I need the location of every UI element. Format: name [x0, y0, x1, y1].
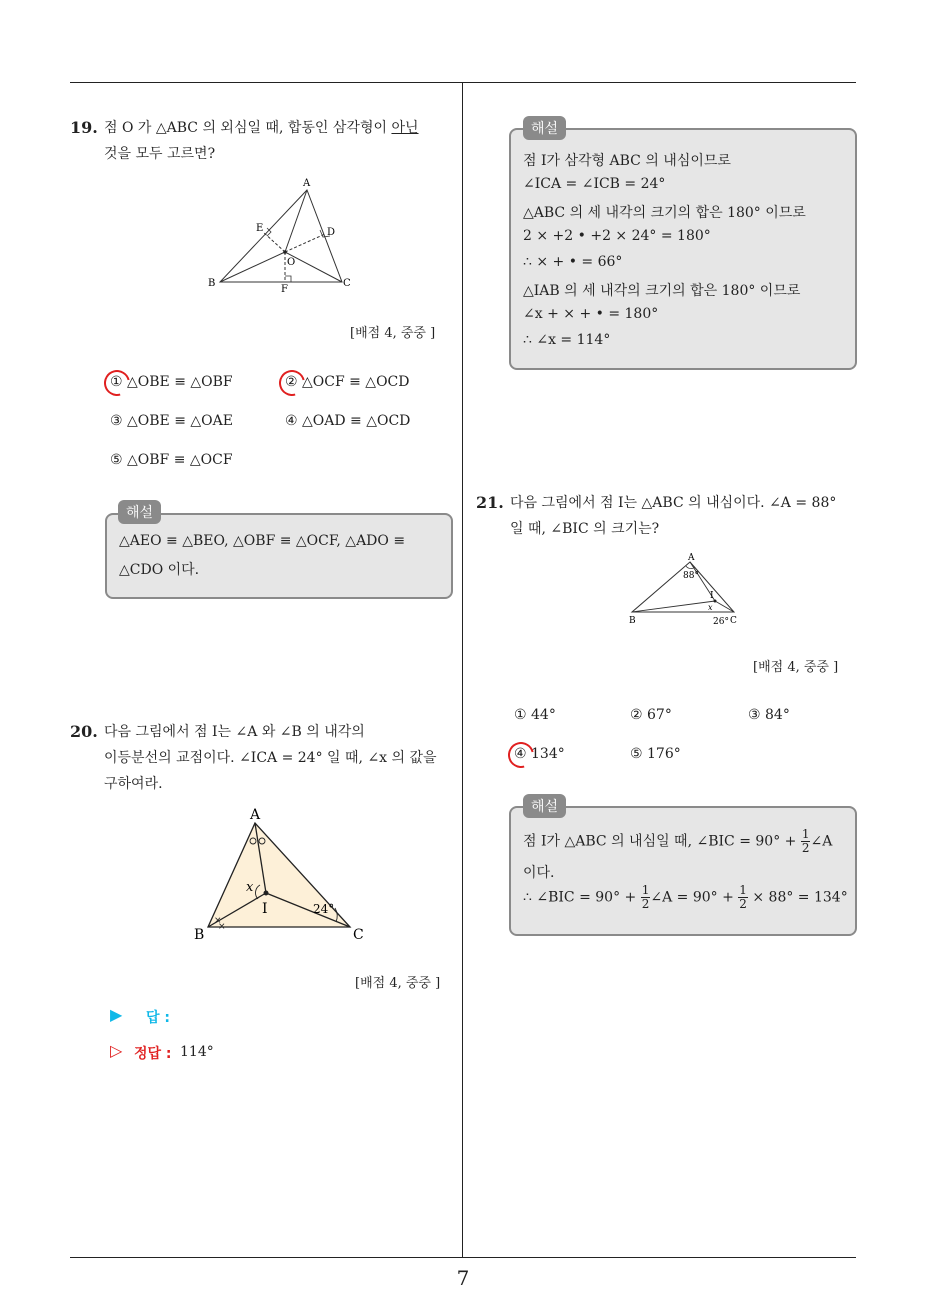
q20-stem-line2: 이등분선의 교점이다. ∠ICA = 24° 일 때, ∠x 의 값을 — [104, 750, 437, 766]
q19-label-b: B — [208, 278, 216, 289]
q21-number: 21. — [476, 493, 504, 512]
q21-choice-4-mark — [503, 737, 539, 773]
q21-solution-line2: 이다. — [523, 865, 555, 881]
q19-label-f: F — [281, 284, 288, 292]
q21-choice-1[interactable]: ① 44° — [514, 707, 556, 723]
q19-oe — [263, 232, 285, 252]
q19-number: 19. — [70, 118, 98, 137]
q19-stem-line2: 것을 모두 고르면? — [104, 146, 216, 162]
q19-label-e: E — [256, 223, 264, 234]
page-number: 7 — [456, 1266, 470, 1290]
q20-stem-line3: 구하여라. — [104, 776, 163, 792]
svg-text:×: × — [214, 916, 222, 926]
q20-answer-label: 답 : — [146, 1010, 170, 1026]
q19-choice-3[interactable]: ③ △OBE ≡ △OAE — [110, 413, 233, 429]
q19-score: [배점 4, 중중 ] — [350, 326, 436, 341]
q19-ob — [220, 252, 285, 282]
q21-stem-line2: 일 때, ∠BIC 의 크기는? — [510, 521, 660, 537]
q19-oa — [285, 190, 307, 252]
q21-label-i: I — [710, 591, 714, 601]
q19-choice-4[interactable]: ④ △OAD ≡ △OCD — [285, 413, 411, 429]
q21-label-b: B — [629, 616, 636, 626]
q19-choice-5[interactable]: ⑤ △OBF ≡ △OCF — [110, 452, 233, 468]
q20-solution-tag: 해설 — [523, 116, 566, 140]
q19-stem-line1: 점 O 가 △ABC 의 외심일 때, 합동인 삼각형이 아닌 — [104, 120, 419, 136]
q20-label-a: A — [250, 807, 261, 823]
q21-solution-line3: ∴ ∠BIC = 90° + $\frac{1}{2}$ ∠A = 90° + $\frac{1}{2}$ × 88° = 134° — [523, 883, 848, 911]
q19-figure — [200, 172, 360, 292]
q20-solution-line3: △ABC 의 세 내각의 크기의 합은 180° 이므로 — [523, 205, 806, 221]
q21-label-a: A — [688, 553, 695, 563]
q19-choice-2-mark — [274, 365, 310, 401]
q19-solution-box — [105, 513, 453, 599]
q20-score: [배점 4, 중중 ] — [355, 976, 441, 991]
q20-label-angle: 24° — [313, 902, 335, 916]
q21-figure — [620, 548, 750, 630]
q20-label-x: x — [246, 880, 254, 895]
correct-arrow-icon: ▷ — [110, 1041, 123, 1060]
q19-choice-1[interactable]: ① △OBE ≡ △OBF — [110, 374, 233, 390]
q20-correct-label: 정답 : — [134, 1046, 172, 1062]
q19-label-o: O — [287, 257, 296, 268]
q19-choice-2[interactable]: ② △OCF ≡ △OCD — [285, 374, 410, 390]
q20-figure — [190, 805, 380, 945]
q20-solution-box — [509, 128, 857, 370]
q19-od — [285, 234, 325, 252]
q19-label-a: A — [303, 178, 311, 189]
q21-choice-2[interactable]: ② 67° — [630, 707, 672, 723]
q20-solution-line8: ∴ ∠x = 114° — [523, 332, 611, 348]
q21-choice-3[interactable]: ③ 84° — [748, 707, 790, 723]
answer-arrow-icon: ▶ — [110, 1005, 123, 1024]
q19-choice-1-mark — [99, 365, 135, 401]
q20-solution-line6: △IAB 의 세 내각의 크기의 합은 180° 이므로 — [523, 283, 801, 299]
q21-label-angle-c: 26° — [713, 617, 729, 627]
q19-label-d: D — [327, 227, 336, 238]
top-rule — [70, 82, 856, 83]
q21-label-angle-a: 88° — [683, 571, 699, 581]
q20-stem-line1: 다음 그림에서 점 I는 ∠A 와 ∠B 의 내각의 — [104, 724, 365, 740]
q21-score: [배점 4, 중중 ] — [753, 660, 839, 675]
q21-solution-box — [509, 806, 857, 936]
q21-label-c: C — [730, 616, 737, 626]
q20-correct-value: 114° — [180, 1044, 214, 1060]
q19-label-c: C — [343, 278, 351, 289]
q21-stem-line1: 다음 그림에서 점 I는 △ABC 의 내심이다. ∠A = 88° — [510, 495, 837, 511]
half-fraction: $\frac{1}{2}$ — [801, 827, 810, 855]
q20-label-b: B — [194, 927, 205, 943]
q21-label-x: x — [708, 603, 713, 612]
q20-solution-line2: ∠ICA = ∠ICB = 24° — [523, 176, 666, 192]
q20-solution-line4: 2 × +2 • +2 × 24° = 180° — [523, 228, 711, 244]
q21-solution-tag: 해설 — [523, 794, 566, 818]
q19-solution-line1: △AEO ≡ △BEO, △OBF ≡ △OCF, △ADO ≡ — [119, 533, 406, 549]
q21-choice-4[interactable]: ④ 134° — [514, 746, 565, 762]
q20-number: 20. — [70, 722, 98, 741]
q19-solution-tag: 해설 — [118, 500, 161, 524]
q20-label-c: C — [353, 927, 364, 943]
q21-solution-line1: 점 I가 △ABC 의 내심일 때, ∠BIC = 90° + $\frac{1}{2}$ ∠A — [523, 827, 833, 855]
svg-text:×: × — [218, 922, 226, 932]
q20-label-i: I — [262, 901, 268, 917]
column-divider — [462, 82, 463, 1258]
q20-solution-line7: ∠x + × + • = 180° — [523, 306, 659, 322]
q19-solution-line2: △CDO 이다. — [119, 562, 200, 578]
q20-solution-line5: ∴ × + • = 66° — [523, 254, 623, 270]
bottom-rule — [70, 1257, 856, 1258]
q21-choice-5[interactable]: ⑤ 176° — [630, 746, 681, 762]
q20-solution-line1: 점 I가 삼각형 ABC 의 내심이므로 — [523, 153, 731, 169]
